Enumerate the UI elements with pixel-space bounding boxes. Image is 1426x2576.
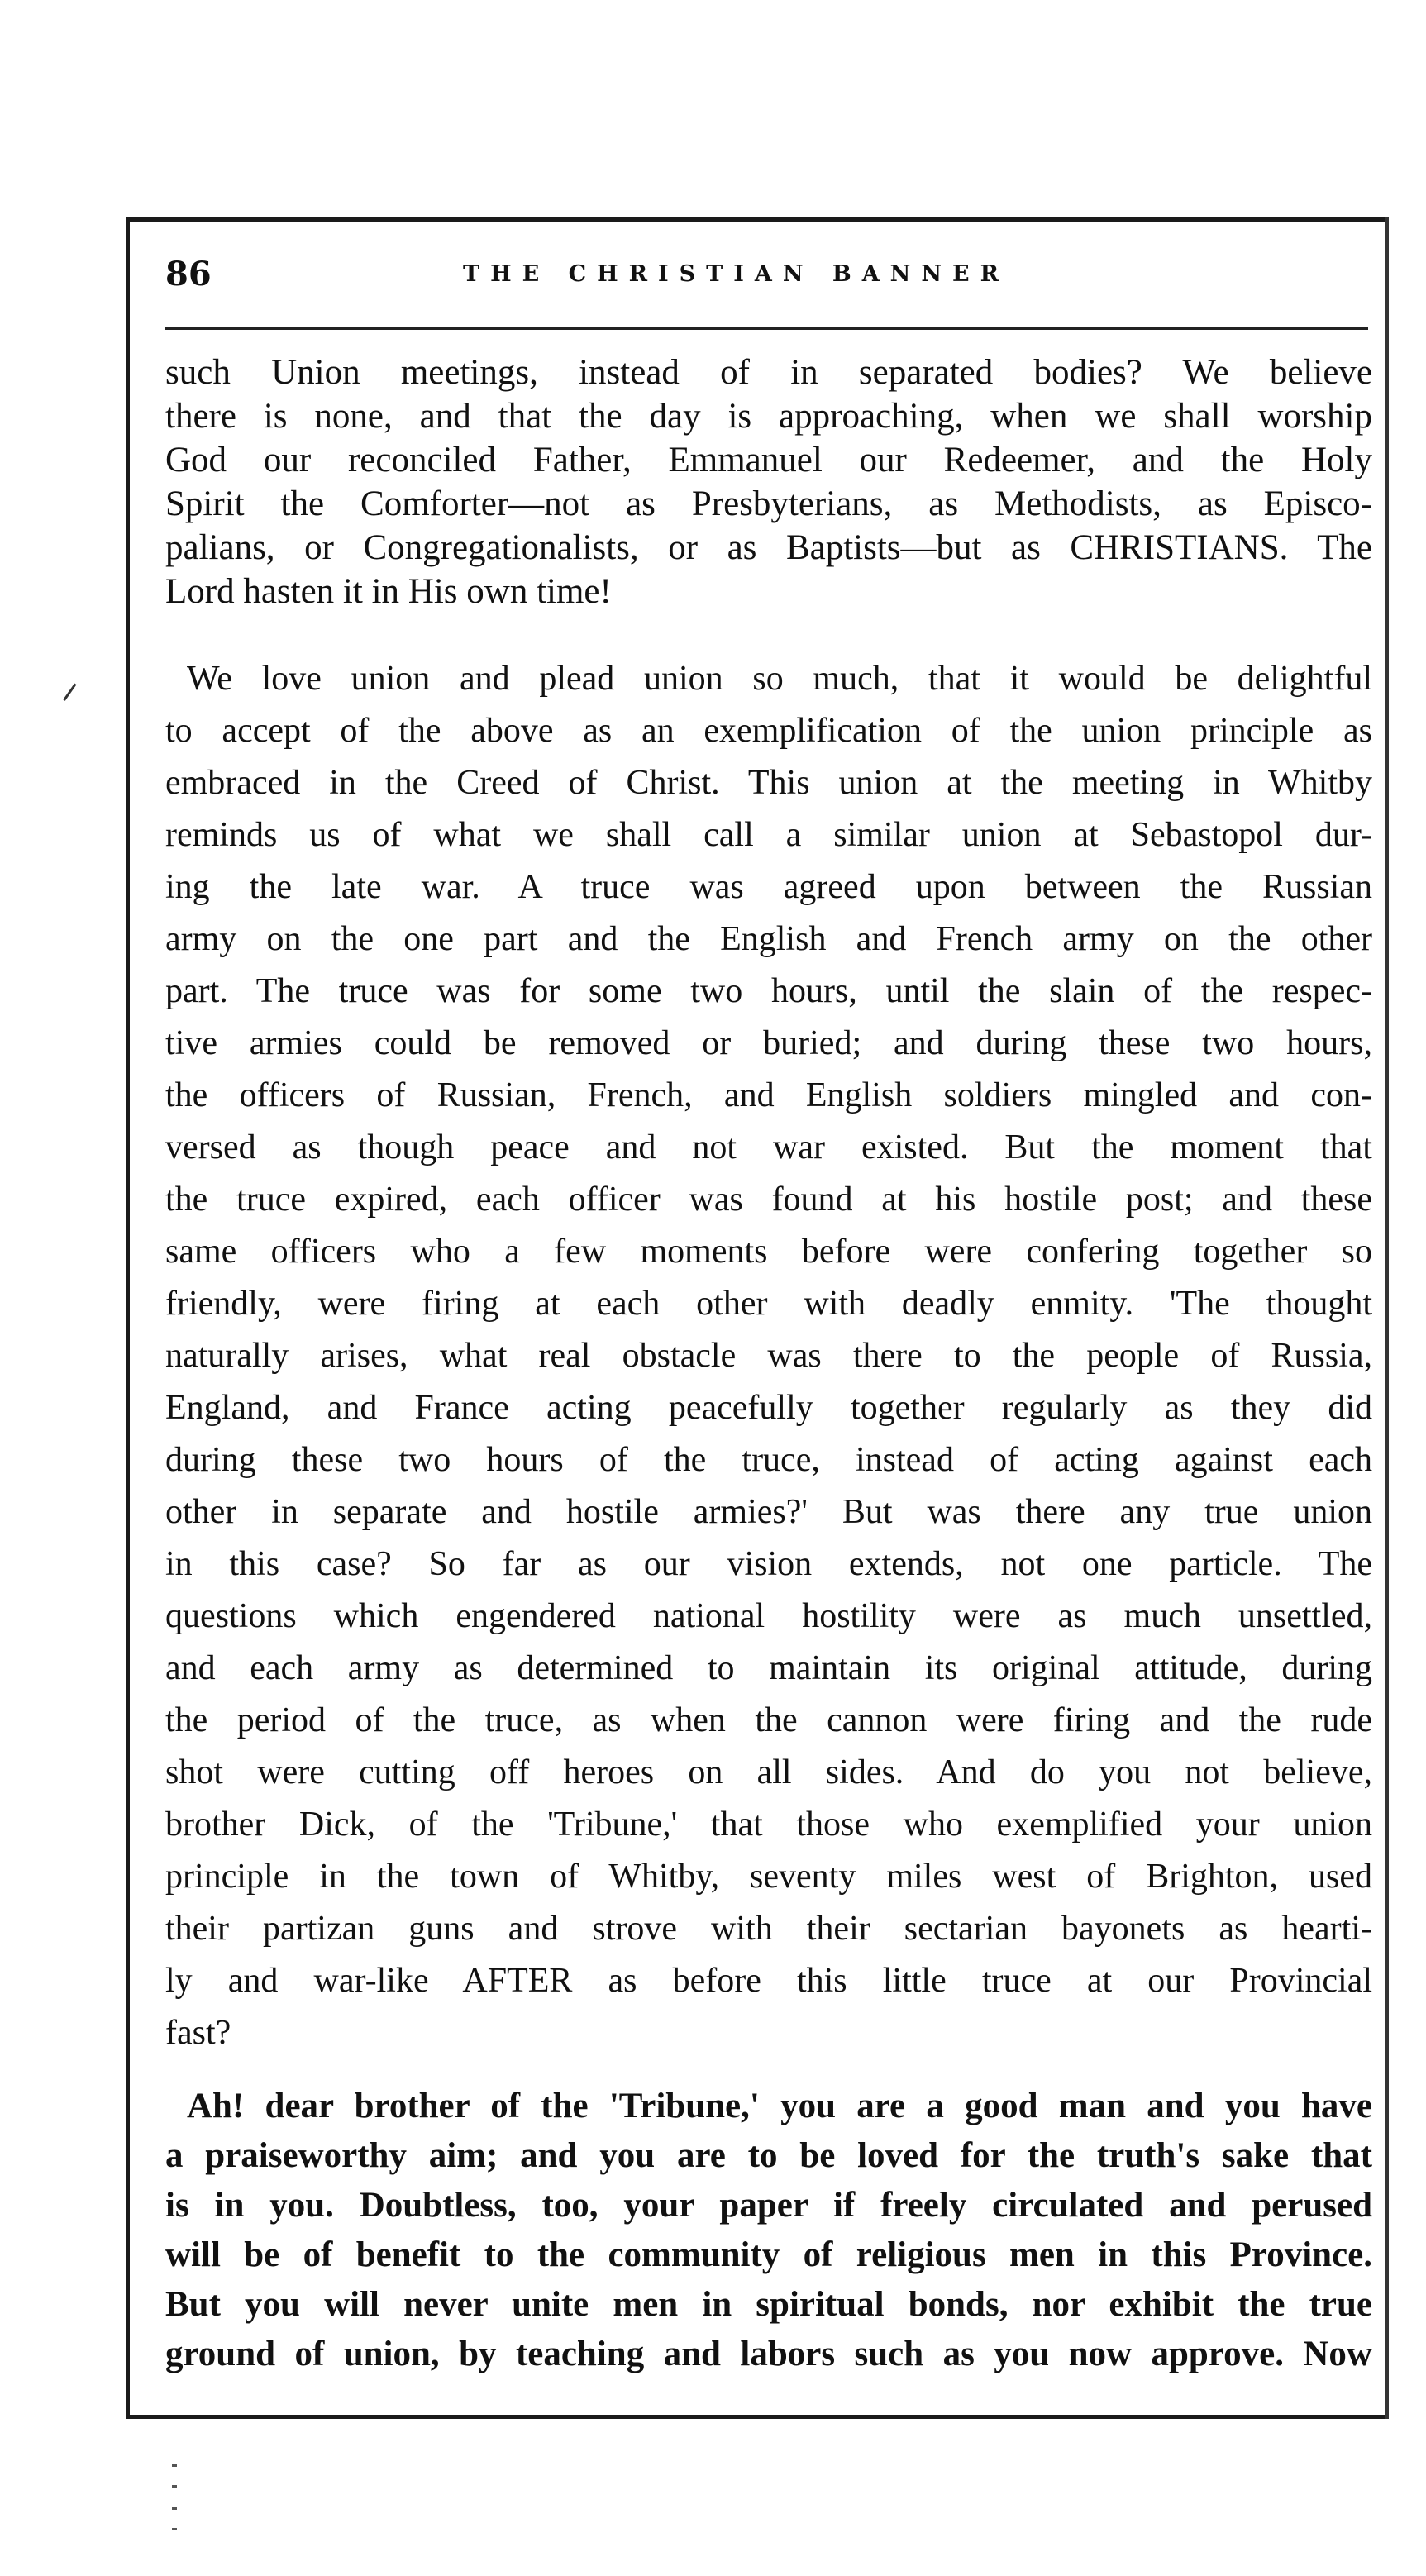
text-line: We love union and plead union so much, that it would be delightful bbox=[187, 660, 1372, 698]
text-line: friendly, were firing at each other with deadly enmity. 'The thought bbox=[165, 1285, 1372, 1323]
text-line: and each army as determined to maintain its original attitude, during bbox=[165, 1649, 1372, 1687]
text-line: part. The truce was for some two hours, until the slain of the respec- bbox=[165, 972, 1372, 1010]
text-line: same officers who a few moments before were confering together so bbox=[165, 1233, 1372, 1271]
stray-mark bbox=[63, 683, 83, 705]
text-line: ly and war-like AFTER as before this little truce at our Provincial bbox=[165, 1962, 1372, 2000]
text-line: in this case? So far as our vision extends, not one particle. The bbox=[165, 1545, 1372, 1583]
text-line: palians, or Congregationalists, or as Baptists—but as CHRISTIANS. The bbox=[165, 528, 1372, 567]
text-line: during these two hours of the truce, instead of acting against each bbox=[165, 1441, 1372, 1479]
text-line: ground of union, by teaching and labors such as you now approve. Now bbox=[165, 2335, 1372, 2373]
paragraph-1 bbox=[165, 351, 1372, 613]
text-line: tive armies could be removed or buried; and during these two hours, bbox=[165, 1024, 1372, 1062]
stray-dots bbox=[172, 2464, 177, 2530]
text-line: Lord hasten it in His own time! bbox=[165, 572, 612, 611]
text-line: to accept of the above as an exemplification of the union principle as bbox=[165, 712, 1372, 750]
text-line: ing the late war. A truce was agreed upon between the Russian bbox=[165, 868, 1372, 906]
text-line: the period of the truce, as when the cannon were firing and the rude bbox=[165, 1701, 1372, 1739]
text-line: brother Dick, of the 'Tribune,' that those who exemplified your union bbox=[165, 1806, 1372, 1844]
text-line: army on the one part and the English and French army on the other bbox=[165, 920, 1372, 958]
scan-edge bbox=[1385, 217, 1389, 2419]
text-line: fast? bbox=[165, 2014, 231, 2052]
running-title: THE CHRISTIAN BANNER bbox=[463, 261, 1010, 287]
header-rule bbox=[165, 327, 1368, 330]
text-line: shot were cutting off heroes on all sides. And do you not believe, bbox=[165, 1753, 1372, 1791]
text-line: England, and France acting peacefully together regularly as they did bbox=[165, 1389, 1372, 1427]
text-line: the truce expired, each officer was found at his hostile post; and these bbox=[165, 1181, 1372, 1219]
text-line: Ah! dear brother of the 'Tribune,' you are a good man and you have bbox=[187, 2087, 1372, 2125]
text-line: other in separate and hostile armies?' But was there any true union bbox=[165, 1493, 1372, 1531]
text-line: reminds us of what we shall call a similar union at Sebastopol dur- bbox=[165, 816, 1372, 854]
text-line: such Union meetings, instead of in separated bodies? We believe bbox=[165, 353, 1372, 392]
page-number: 86 bbox=[165, 255, 212, 293]
text-line: But you will never unite men in spiritual bonds, nor exhibit the true bbox=[165, 2285, 1372, 2324]
text-line: questions which engendered national hostility were as much unsettled, bbox=[165, 1597, 1372, 1635]
page-header bbox=[165, 248, 1372, 306]
text-line: will be of benefit to the community of religious men in this Province. bbox=[165, 2235, 1372, 2274]
text-line: principle in the town of Whitby, seventy miles west of Brighton, used bbox=[165, 1858, 1372, 1896]
text-line: there is none, and that the day is approaching, when we shall worship bbox=[165, 397, 1372, 436]
text-line: embraced in the Creed of Christ. This union at the meeting in Whitby bbox=[165, 764, 1372, 802]
text-line: Spirit the Comforter—not as Presbyterians, as Methodists, as Episco- bbox=[165, 484, 1372, 523]
paragraph-3 bbox=[165, 2082, 1372, 2379]
text-line: naturally arises, what real obstacle was there to the people of Russia, bbox=[165, 1337, 1372, 1375]
paragraph-2 bbox=[165, 653, 1372, 2059]
text-line: the officers of Russian, French, and English soldiers mingled and con- bbox=[165, 1076, 1372, 1114]
text-line: is in you. Doubtless, too, your paper if freely circulated and perused bbox=[165, 2186, 1372, 2225]
text-line: their partizan guns and strove with their sectarian bayonets as hearti- bbox=[165, 1910, 1372, 1948]
text-line: God our reconciled Father, Emmanuel our Redeemer, and the Holy bbox=[165, 441, 1372, 479]
text-line: versed as though peace and not war existed. But the moment that bbox=[165, 1128, 1372, 1166]
text-line: a praiseworthy aim; and you are to be loved for the truth's sake that bbox=[165, 2136, 1372, 2175]
